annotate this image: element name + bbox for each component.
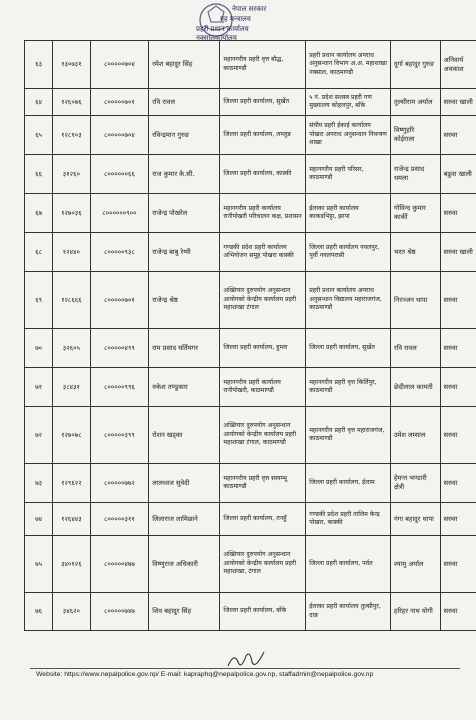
police-id-cell: १३०७३१ (53, 41, 90, 89)
serial-number-cell: ६९ (25, 272, 53, 329)
new-office-cell: ईलाका प्रहरी कार्यालय काकडभिट्टा, झापा (306, 194, 391, 233)
stamp-text-1: नेपाल सरकार (232, 5, 267, 13)
police-id-cell: १२४४० (53, 233, 90, 272)
remark-cell: सरुवा (440, 503, 476, 536)
serial-number-cell: ७४ (25, 503, 53, 536)
transfer-table (24, 40, 476, 631)
file-number-cell: ८००००००६६ (90, 155, 149, 194)
officer-name-cell: रोशन खड्का (149, 407, 220, 464)
replacement-name-cell: श्यामु अर्याल (390, 536, 440, 593)
police-id-cell: ३८४३१ (53, 368, 90, 407)
current-office-cell: जिल्ला प्रहरी कार्यालय, तनहुँ (220, 503, 306, 536)
serial-number-cell: ६३ (25, 41, 53, 89)
replacement-name-cell: भरत श्रेष्ठ (390, 233, 440, 272)
police-id-cell: १२६४४३ (53, 503, 90, 536)
file-number-cell: ८०००००९३८ (90, 233, 149, 272)
remark-cell: सरुवा (440, 536, 476, 593)
replacement-name-cell: राजेन्द्र प्रसाद धमला (390, 155, 440, 194)
file-number-cell: ८०००००७७२ (90, 464, 149, 503)
remark-cell: सरुवा (440, 407, 476, 464)
table-row (25, 116, 476, 155)
remark-cell: सरुवा (440, 464, 476, 503)
file-number-cell: ८०००००७०४ (90, 41, 149, 89)
remark-cell: सरुवा (440, 368, 476, 407)
table-row (25, 89, 476, 116)
new-office-cell: प्रहरी प्रधान कार्यालय अपराध अनुसन्धान विद्यालय महाराजगंज, काठमाण्डौ (306, 272, 391, 329)
officer-name-cell: राजेन्द्र श्रेष्ठ (149, 272, 220, 329)
stamp-text-2: गृह मन्त्रालय (220, 15, 251, 23)
officer-name-cell: रुकेश तण्डुकार (149, 368, 220, 407)
replacement-name-cell: हरिहर नाथ योगी (390, 593, 440, 631)
remark-cell: बढुवा खाली (440, 155, 476, 194)
current-office-cell: महानगरीय प्रहरी वृत्त स्वयम्भू काठमाण्डौ (220, 464, 306, 503)
officer-name-cell: राम प्रसाद घर्तिमगर (149, 329, 220, 368)
officer-name-cell: रवि रावल (149, 89, 220, 116)
current-office-cell: जिल्ला प्रहरी कार्यालय, सुर्खेत (220, 89, 306, 116)
police-id-cell: १२७०३६ (53, 194, 90, 233)
new-office-cell: गण्डकी प्रदेश प्रहरी तालिम केन्द्र पोखरा, कास्की (306, 503, 391, 536)
current-office-cell: महानगरीय प्रहरी कार्यालय रानीपोखरी परिचालन कक्ष, प्रशासन (220, 194, 306, 233)
replacement-name-cell: उमेश लम्साल (390, 407, 440, 464)
new-office-cell: प्रहरी प्रधान कार्यालय अपराध अनुसन्धान विभाग अ.अ. महाशाखा नक्साल, काठमाण्डौ (306, 41, 391, 89)
table-row (25, 368, 476, 407)
current-office-cell: जिल्ला प्रहरी कार्यालय, हुम्ला (220, 329, 306, 368)
current-office-cell: अख्तियार दुरुपयोग अनुसन्धान आयोगको केन्द्रीय कार्यालय प्रहरी महाशाखा टंगाल, काठमाण्डौ (220, 407, 306, 464)
replacement-name-cell: निरञ्जन थापा (390, 272, 440, 329)
officer-name-cell: राजेन्द्र बाबु रेग्मी (149, 233, 220, 272)
officer-name-cell: रमेश बहादुर सिंह (149, 41, 220, 89)
officer-name-cell: विष्णुराज अधिकारी (149, 536, 220, 593)
serial-number-cell: ६६ (25, 155, 53, 194)
footer-divider (30, 668, 460, 669)
remark-cell: सरुवा खाली (440, 89, 476, 116)
current-office-cell: जिल्ला प्रहरी कार्यालय, कास्की (220, 155, 306, 194)
new-office-cell: जिल्ला प्रहरी कार्यालय, ईलाम (306, 464, 391, 503)
remark-cell: सरुवा (440, 593, 476, 631)
replacement-name-cell: रवि रावल (390, 329, 440, 368)
new-office-cell: ५ नं. प्रदेश सशस्त्र प्रहरी गण मुख्यालय कोहलपुर, बाँके (306, 89, 391, 116)
serial-number-cell: ६७ (25, 194, 53, 233)
serial-number-cell: ७३ (25, 464, 53, 503)
serial-number-cell: ७० (25, 329, 53, 368)
file-number-cell: ८००००००९०० (90, 194, 149, 233)
remark-cell: सरुवा खाली (440, 233, 476, 272)
replacement-name-cell: तुल्सीराम अर्याल (390, 89, 440, 116)
table-row (25, 233, 476, 272)
serial-number-cell: ७१ (25, 368, 53, 407)
replacement-name-cell: गंगा बहादुर थापा (390, 503, 440, 536)
serial-number-cell: ६८ (25, 233, 53, 272)
police-id-cell: ३२६०५ (53, 329, 90, 368)
file-number-cell: ८०००००७०४ (90, 116, 149, 155)
police-id-cell: १२७०७८ (53, 407, 90, 464)
table-row (25, 41, 476, 89)
table-row (25, 194, 476, 233)
new-office-cell: संघीय प्रहरी ईकाई कार्यालय पोखरा अपराध अनुसन्धान निवन्त्रण शाखा (306, 116, 391, 155)
police-id-cell: १२८६६६ (53, 272, 90, 329)
table-row (25, 329, 476, 368)
police-id-cell: ३१२६० (53, 155, 90, 194)
officer-name-cell: राज कुमार के.सी. (149, 155, 220, 194)
new-office-cell: महानगरीय प्रहरी परिसर, काठमाण्डौ (306, 155, 391, 194)
file-number-cell: ८०००००४७७ (90, 536, 149, 593)
serial-number-cell: ७२ (25, 407, 53, 464)
new-office-cell: जिल्ला प्रहरी कार्यालय, पर्वत (306, 536, 391, 593)
current-office-cell: गण्डकी प्रदेश प्रहरी कार्यालय अभियोजन समूह पोखरा कास्की (220, 233, 306, 272)
replacement-name-cell: दुर्गा बहादुर गुरुङ (390, 41, 440, 89)
file-number-cell: ८०००००७४७ (90, 593, 149, 631)
officer-name-cell: शिव बहादुर सिंह (149, 593, 220, 631)
remark-cell: अनिवार्य अवकाश (440, 41, 476, 89)
file-number-cell: ८०००००७०१ (90, 272, 149, 329)
officer-name-cell: लालध्वज सुवेदी (149, 464, 220, 503)
serial-number-cell: ७५ (25, 536, 53, 593)
serial-number-cell: ६५ (25, 116, 53, 155)
remark-cell: सरुवा (440, 194, 476, 233)
table-row (25, 407, 476, 464)
file-number-cell: ८०००००४९९ (90, 329, 149, 368)
stamp-text-4: नक्सालकार्यालय (196, 34, 237, 42)
file-number-cell: ८०००००७०१ (90, 89, 149, 116)
stamp-text-3: प्रहरी प्रधान कार्यालय (196, 25, 249, 33)
police-id-cell: १२६०७६ (53, 89, 90, 116)
new-office-cell: महानगरीय प्रहरी वृत्त महाराजगंज, काठमाण्डौ (306, 407, 391, 464)
new-office-cell: जिल्ला प्रहरी कार्यालय नवलपुर, पुर्वी नवलपरासी (306, 233, 391, 272)
table-row (25, 503, 476, 536)
current-office-cell: अख्तियार दुरुपयोग अनुसन्धान आयोगको केन्द्रीय कार्यालय प्रहरी महाशाखा, टंगाल (220, 536, 306, 593)
current-office-cell: महानगरीय प्रहरी वृत्त बौद्ध, काठमाण्डौ (220, 41, 306, 89)
officer-name-cell: राजेन्द्र पोखरेल (149, 194, 220, 233)
table-row (25, 593, 476, 631)
new-office-cell: जिल्ला प्रहरी कार्यालय, सुर्खेत (306, 329, 391, 368)
table-row (25, 155, 476, 194)
replacement-name-cell: छेदीलाल कामती (390, 368, 440, 407)
new-office-cell: महानगरीय प्रहरी वृत्त किर्तिपुर, काठमाण्डौ (306, 368, 391, 407)
police-id-cell: ३४०१२६ (53, 536, 90, 593)
table-row (25, 272, 476, 329)
replacement-name-cell: हेमन्त भण्डारी क्षेत्री (390, 464, 440, 503)
replacement-name-cell: विष्णुहरि कोईराला (390, 116, 440, 155)
file-number-cell: ८०००००३११ (90, 503, 149, 536)
current-office-cell: जिल्ला प्रहरी कार्यालय, बाँके (220, 593, 306, 631)
serial-number-cell: ७६ (25, 593, 53, 631)
table-row (25, 536, 476, 593)
current-office-cell: अख्तियार दुरुपयोग अनुसन्धान आयोगको केन्द्रीय कार्यालय प्रहरी महाशाखा टंगाल (220, 272, 306, 329)
new-office-cell: ईलाका प्रहरी कार्यालय तुल्सीपुर, दाङ (306, 593, 391, 631)
remark-cell: सरुवा (440, 272, 476, 329)
table-row (25, 464, 476, 503)
remark-cell: सरुवा (440, 116, 476, 155)
police-id-cell: १२८१०३ (53, 116, 90, 155)
file-number-cell: ८०००००९९६ (90, 368, 149, 407)
current-office-cell: महानगरीय प्रहरी कार्यालय रानीपोखरी, काठमाण्डौ (220, 368, 306, 407)
file-number-cell: ८०००००३९९ (90, 407, 149, 464)
current-office-cell: जिल्ला प्रहरी कार्यालय, लम्जुङ (220, 116, 306, 155)
officer-name-cell: लिलाराज लामिछाने (149, 503, 220, 536)
officer-name-cell: रविन्द्रमान गुरुङ (149, 116, 220, 155)
police-id-cell: १२९६२२ (53, 464, 90, 503)
remark-cell: सरुवा (440, 329, 476, 368)
serial-number-cell: ६४ (25, 89, 53, 116)
footer-contact: Website: https://www.nepalpolice.gov.np/ E-mail: kapraphq@nepalpolice.gov.np, staffadmin@nepalpolice.gov.np (36, 671, 374, 678)
replacement-name-cell: गोविन्द कुमार कार्की (390, 194, 440, 233)
police-id-cell: ३४६२० (53, 593, 90, 631)
